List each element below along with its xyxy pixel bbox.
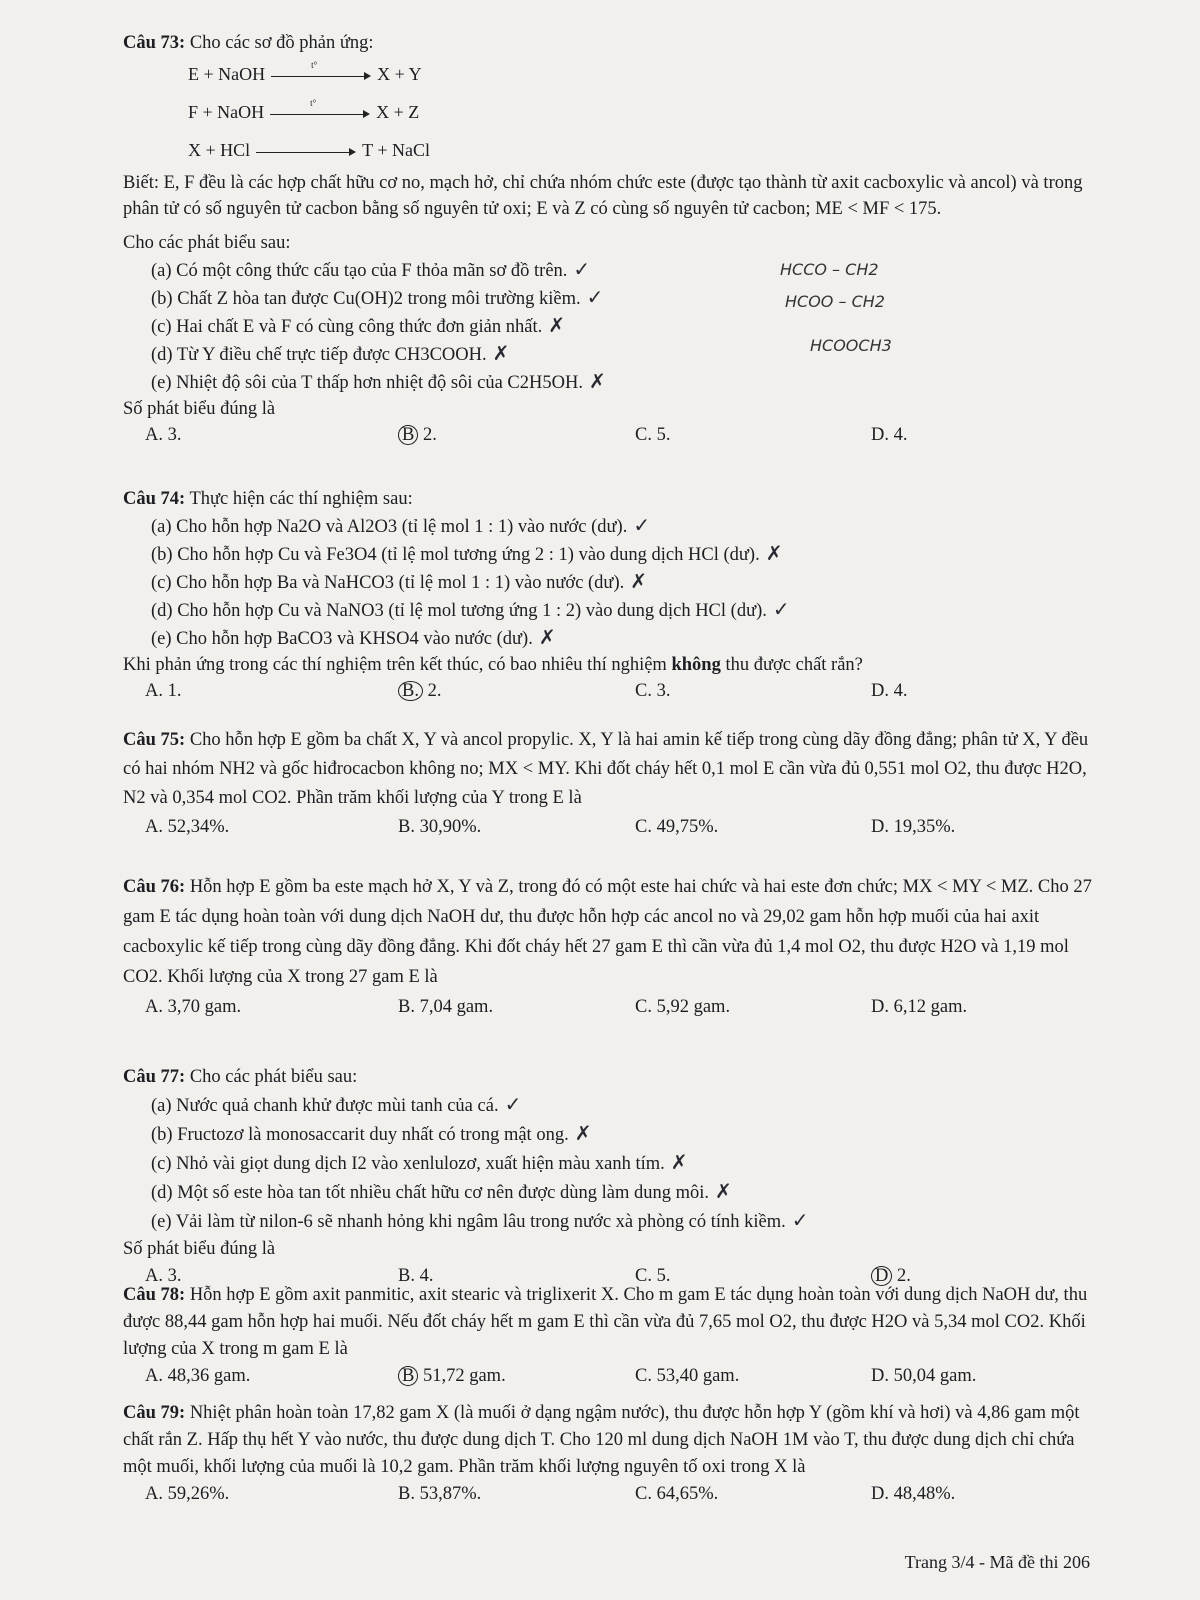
option-c[interactable]: C. 64,65%. xyxy=(635,1484,719,1504)
option-d[interactable]: D. 19,35%. xyxy=(871,817,956,837)
experiment-b: (b) Cho hỗn hợp Cu và Fe3O4 (tỉ lệ mol tương ứng 2 : 1) vào dung dịch HCl (dư). xyxy=(151,545,760,565)
option-c[interactable]: C. 49,75%. xyxy=(635,817,719,837)
question-body: Cho hỗn hợp E gồm ba chất X, Y và ancol propylic. X, Y là hai amin kế tiếp trong cùng dãy đồng đẳng; phân tử X, Y đều có hai nhóm NH2 và gốc hiđrocacbon không no; MX < MY. Khi đốt cháy hết 0,1 mol E cần vừa đủ 0,551 mol O2, thu được H2O, N2 và 0,354 mol CO2. Phần trăm khối lượng của Y trong E là xyxy=(123,730,1089,808)
cross-icon: ✗ xyxy=(574,1121,592,1145)
answer-options xyxy=(123,422,1105,448)
experiment-a: (a) Cho hỗn hợp Na2O và Al2O3 (tỉ lệ mol 1 : 1) vào nước (dư). xyxy=(151,517,628,537)
experiment-d: (d) Cho hỗn hợp Cu và NaNO3 (tỉ lệ mol tương ứng 1 : 2) vào dung dịch HCl (dư). xyxy=(151,601,767,621)
option-b[interactable]: B. 30,90%. xyxy=(398,817,482,837)
check-icon: ✓ xyxy=(504,1092,522,1116)
arrow-icon xyxy=(256,147,356,157)
question-75 xyxy=(123,726,1105,839)
question-ask-tail: thu được chất rắn? xyxy=(720,655,863,675)
option-b[interactable] xyxy=(398,422,437,448)
arrow-label: t° xyxy=(310,97,317,108)
arrow-label: t° xyxy=(311,59,318,70)
experiment-c: (c) Cho hỗn hợp Ba và NaHCO3 (tỉ lệ mol 1 : 1) vào nước (dư). xyxy=(151,573,625,593)
option-a[interactable]: A. 59,26%. xyxy=(145,1484,230,1504)
question-79 xyxy=(123,1400,1105,1507)
question-73-body xyxy=(123,170,1105,448)
option-a[interactable]: A. 48,36 gam. xyxy=(145,1366,251,1386)
question-body: Hỗn hợp E gồm ba este mạch hở X, Y và Z, trong đó có một este hai chức và hai este đơn chức; MX < MY < MZ. Cho 27 gam E tác dụng hoàn toàn với dung dịch NaOH dư, thu được hỗn hợp các ancol no và 29,02 gam hỗn hợp muối của hai axit cacboxylic kế tiếp trong cùng dãy đồng đẳng. Khi đốt cháy hết 27 gam E thì cần vừa đủ 1,4 mol O2, thu được H2O và 1,19 mol CO2. Khối lượng của X trong 27 gam E là xyxy=(123,877,1092,987)
question-ask: Số phát biểu đúng là xyxy=(123,1239,276,1259)
option-b[interactable] xyxy=(398,678,441,704)
option-a[interactable]: A. 3. xyxy=(145,425,182,445)
option-b[interactable]: B. 7,04 gam. xyxy=(398,997,494,1017)
answer-options xyxy=(123,1481,1105,1507)
question-intro: Cho các phát biểu sau: xyxy=(189,1067,358,1087)
reaction-left: E + NaOH xyxy=(188,64,266,84)
answer-options xyxy=(123,1363,1105,1389)
arrow-icon xyxy=(271,59,371,81)
answer-options xyxy=(123,813,1105,839)
option-a[interactable]: A. 1. xyxy=(145,681,182,701)
reaction-2 xyxy=(188,97,420,123)
option-value: 2. xyxy=(422,425,437,445)
reaction-left: F + NaOH xyxy=(188,102,265,122)
statement-a: (a) Nước quả chanh khử được mùi tanh của cá. xyxy=(151,1096,499,1116)
reaction-right: X + Y xyxy=(377,64,422,84)
option-c[interactable]: C. 3. xyxy=(635,681,671,701)
statement-b: (b) Chất Z hòa tan được Cu(OH)2 trong môi trường kiềm. xyxy=(151,289,581,309)
arrow-icon xyxy=(270,97,370,119)
question-title: Câu 75: xyxy=(123,730,186,750)
question-title: Câu 78: xyxy=(123,1285,186,1305)
cross-icon: ✗ xyxy=(492,341,510,365)
cross-icon: ✗ xyxy=(538,625,556,649)
question-78 xyxy=(123,1282,1105,1389)
question-title: Câu 73: xyxy=(123,33,186,53)
selected-answer-circle: B xyxy=(398,425,418,445)
selected-answer-circle: B. xyxy=(398,681,423,701)
question-body: Hỗn hợp E gồm axit panmitic, axit stearic và triglixerit X. Cho m gam E tác dụng hoàn toàn với dung dịch NaOH dư, thu được 88,44 gam hỗn hợp hai muối. Nếu đốt cháy hết m gam E thì cần vừa đủ 7,65 mol O2, thu được H2O và 5,34 mol CO2. Khối lượng của X trong m gam E là xyxy=(123,1285,1088,1359)
page-footer: Trang 3/4 - Mã đề thi 206 xyxy=(904,1552,1090,1572)
cross-icon: ✗ xyxy=(630,569,648,593)
option-d[interactable]: D. 4. xyxy=(871,681,908,701)
option-d[interactable]: D. 4. xyxy=(871,425,908,445)
statement-e: (e) Nhiệt độ sôi của T thấp hơn nhiệt độ sôi của C2H5OH. xyxy=(151,373,583,393)
selected-answer-circle: B xyxy=(398,1366,418,1386)
question-76 xyxy=(123,872,1105,1018)
experiment-e: (e) Cho hỗn hợp BaCO3 và KHSO4 vào nước (dư). xyxy=(151,629,533,649)
reaction-3 xyxy=(188,140,430,161)
statement-d: (d) Từ Y điều chế trực tiếp được CH3COOH. xyxy=(151,345,487,365)
check-icon: ✓ xyxy=(633,513,651,537)
statement-a: (a) Có một công thức cấu tạo của F thỏa mãn sơ đồ trên. xyxy=(151,261,568,281)
statement-c: (c) Nhỏ vài giọt dung dịch I2 vào xenlulozơ, xuất hiện màu xanh tím. xyxy=(151,1154,665,1174)
option-d[interactable]: D. 6,12 gam. xyxy=(871,997,968,1017)
question-title: Câu 79: xyxy=(123,1403,186,1423)
statement-prompt: Cho các phát biểu sau: xyxy=(123,233,291,253)
cross-icon: ✗ xyxy=(765,541,783,565)
option-a[interactable]: A. 52,34%. xyxy=(145,817,230,837)
option-value: 51,72 gam. xyxy=(422,1366,506,1386)
given-text: Biết: E, F đều là các hợp chất hữu cơ no, mạch hở, chỉ chứa nhóm chức este (được tạo thành từ axit cacboxylic và ancol) và trong phân tử có số nguyên tử cacbon bằng số nguyên tử oxi; E và Z có cùng số nguyên tử cacbon; M xyxy=(123,173,1083,219)
reaction-right: T + NaCl xyxy=(362,140,430,160)
question-title: Câu 76: xyxy=(123,877,186,897)
check-icon: ✓ xyxy=(586,285,604,309)
question-intro: Cho các sơ đồ phản ứng: xyxy=(189,33,374,53)
question-title: Câu 74: xyxy=(123,489,186,509)
handwritten-note: HCOO – CH2 xyxy=(785,292,885,311)
option-a[interactable]: A. 3,70 gam. xyxy=(145,997,242,1017)
cross-icon: ✗ xyxy=(588,369,606,393)
option-b[interactable] xyxy=(398,1363,506,1390)
reaction-left: X + HCl xyxy=(188,140,251,160)
option-b[interactable]: B. 4. xyxy=(398,1266,434,1286)
question-77 xyxy=(123,1064,1105,1289)
answer-options xyxy=(123,992,1105,1018)
reaction-1 xyxy=(188,59,422,85)
question-ask: Số phát biểu đúng là xyxy=(123,399,276,419)
question-body: Nhiệt phân hoàn toàn 17,82 gam X (là muối ở dạng ngậm nước), thu được hỗn hợp Y (gồm khí và hơi) và 4,86 gam một chất rắn Z. Hấp thụ hết Y vào nước, thu được dung dịch T. Cho 120 ml dung dịch NaOH 1M vào T, thu được dung dịch chỉ chứa một muối, khối lượng của muối là 10,2 gam. Phần trăm khối lượng nguyên tố oxi trong X là xyxy=(123,1403,1080,1477)
check-icon: ✓ xyxy=(573,257,591,281)
option-a[interactable]: A. 3. xyxy=(145,1266,182,1286)
handwritten-note: HCOOCH3 xyxy=(810,336,892,355)
check-icon: ✓ xyxy=(772,597,790,621)
reaction-right: X + Z xyxy=(376,102,420,122)
option-c[interactable]: C. 5. xyxy=(635,1266,671,1286)
cross-icon: ✗ xyxy=(715,1179,732,1203)
option-c[interactable]: C. 5,92 gam. xyxy=(635,997,731,1017)
given-tail: E < MF < 175. xyxy=(831,199,942,219)
statement-c: (c) Hai chất E và F có cùng công thức đơn giản nhất. xyxy=(151,317,543,337)
option-b[interactable]: B. 53,87%. xyxy=(398,1484,482,1504)
handwritten-note: HCCO – CH2 xyxy=(780,260,879,279)
statement-e: (e) Vải làm từ nilon-6 sẽ nhanh hỏng khi ngâm lâu trong nước xà phòng có tính kiềm. xyxy=(151,1212,786,1232)
answer-options xyxy=(123,678,1105,704)
option-c[interactable]: C. 53,40 gam. xyxy=(635,1366,740,1386)
question-title: Câu 77: xyxy=(123,1067,186,1087)
option-value: 2. xyxy=(427,681,442,701)
cross-icon: ✗ xyxy=(670,1150,688,1174)
question-ask: Khi phản ứng trong các thí nghiệm trên kết thúc, có bao nhiêu thí nghiệm xyxy=(123,655,672,675)
question-73 xyxy=(123,30,1105,56)
option-c[interactable]: C. 5. xyxy=(635,425,671,445)
selected-answer-circle: D xyxy=(871,1266,892,1286)
question-74 xyxy=(123,486,1105,704)
option-value: 2. xyxy=(897,1266,911,1286)
option-d[interactable]: D. 48,48%. xyxy=(871,1484,956,1504)
emphasis: không xyxy=(671,655,721,675)
option-d[interactable]: D. 50,04 gam. xyxy=(871,1366,977,1386)
check-icon: ✓ xyxy=(791,1208,809,1232)
statement-d: (d) Một số este hòa tan tốt nhiều chất hữu cơ nên được dùng làm dung môi. xyxy=(151,1183,710,1203)
statement-b: (b) Fructozơ là monosaccarit duy nhất có trong mật ong. xyxy=(151,1125,569,1145)
question-intro: Thực hiện các thí nghiệm sau: xyxy=(189,489,413,509)
cross-icon: ✗ xyxy=(548,313,565,337)
